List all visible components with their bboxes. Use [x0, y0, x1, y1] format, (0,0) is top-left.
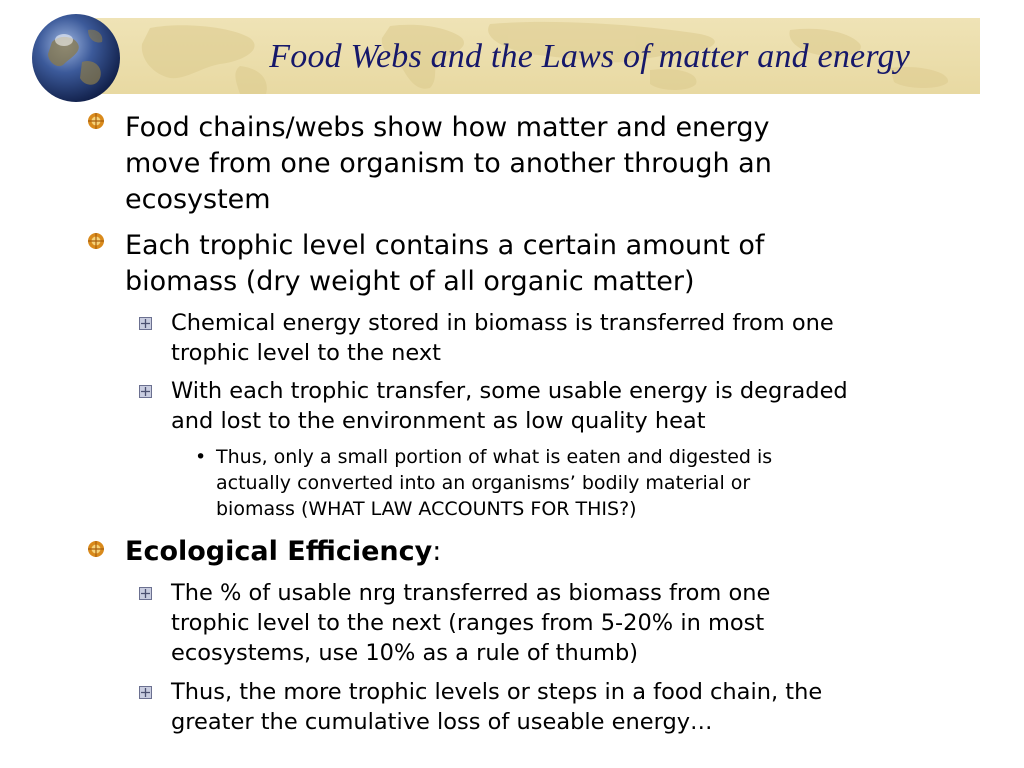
text-line: Thus, only a small portion of what is eaten and digested is: [216, 446, 773, 468]
term-heading: Ecological Efficiency: [125, 536, 433, 567]
square-bullet-icon: [139, 385, 152, 398]
subbullet-trophic-transfer: [171, 376, 848, 436]
text-line: ecosystem: [125, 184, 271, 215]
text-line: ecosystems, use 10% as a rule of thumb): [171, 640, 639, 666]
text-line: Each trophic level contains a certain amount of: [125, 230, 765, 261]
sun-bullet-icon: [87, 112, 105, 130]
square-bullet-icon: [139, 587, 152, 600]
text-line: Thus, the more trophic levels or steps in a food chain, the: [171, 679, 823, 705]
text-line: Chemical energy stored in biomass is transferred from one: [171, 310, 834, 336]
text-line: biomass (dry weight of all organic matter): [125, 266, 695, 297]
subbullet-chemical-energy: [171, 308, 834, 368]
text-line: move from one organism to another through an: [125, 148, 772, 179]
bullet-trophic-biomass: [125, 228, 764, 300]
square-bullet-icon: [139, 317, 152, 330]
subbullet-more-levels: [171, 677, 822, 737]
slide-title: Food Webs and the Laws of matter and energy: [269, 38, 910, 75]
term-colon: :: [432, 536, 442, 567]
text-line: trophic level to the next: [171, 340, 441, 366]
text-line: actually converted into an organisms’ bodily material or: [216, 472, 751, 494]
subsubbullet-small-portion: [216, 444, 772, 522]
text-line: trophic level to the next (ranges from 5-20% in most: [171, 610, 765, 636]
subbullet-usable-nrg: [171, 578, 770, 668]
square-bullet-icon: [139, 686, 152, 699]
text-line: and lost to the environment as low quality heat: [171, 408, 706, 434]
sun-bullet-icon: [87, 540, 105, 558]
text-line: Food chains/webs show how matter and energy: [125, 112, 770, 143]
text-line: The % of usable nrg transferred as biomass from one: [171, 580, 771, 606]
text-line: With each trophic transfer, some usable energy is degraded: [171, 378, 848, 404]
dot-bullet-icon: •: [195, 446, 207, 468]
bullet-food-chains: [125, 110, 772, 218]
bullet-ecological-efficiency: [125, 534, 441, 570]
text-line: biomass (WHAT LAW ACCOUNTS FOR THIS?): [216, 498, 637, 520]
sun-bullet-icon: [87, 232, 105, 250]
text-line: greater the cumulative loss of useable energy…: [171, 709, 713, 735]
